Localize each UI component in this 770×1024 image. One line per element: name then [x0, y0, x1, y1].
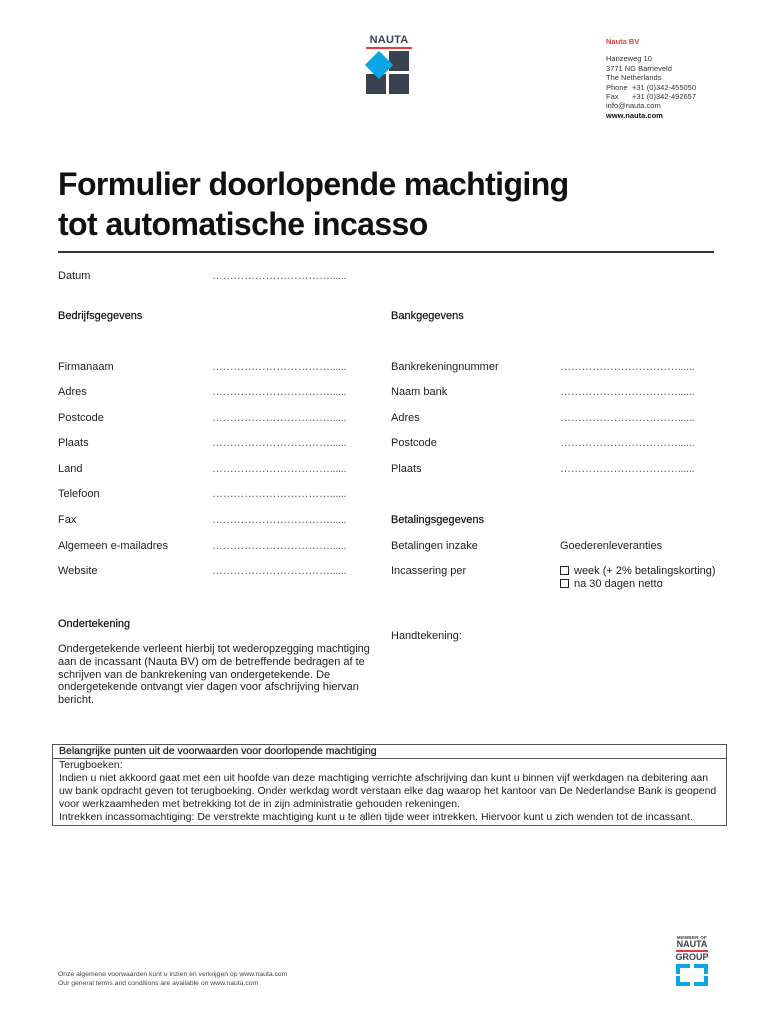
collection-label: Incassering per — [391, 565, 467, 577]
signature-label: Handtekening: — [391, 630, 462, 642]
bank-postcode-label: Postcode — [391, 437, 437, 449]
company-postcode-field[interactable]: ……………………………...... — [212, 412, 347, 424]
company-phone-field[interactable]: ……………………………...... — [212, 488, 347, 500]
logo-red-bar — [366, 47, 412, 49]
page-title: Formulier doorlopende machtiging tot automatische incasso — [58, 166, 569, 242]
payments-value: Goederenleveranties — [560, 540, 663, 552]
company-website[interactable]: www.nauta.com — [606, 110, 663, 120]
bank-postcode-field[interactable]: ……………………………...... — [560, 437, 695, 449]
company-address-field[interactable]: ……………………………...... — [212, 386, 347, 398]
company-phone: Phone +31 (0)342-455050 — [606, 82, 697, 92]
company-email[interactable]: info@nauta.com — [606, 101, 661, 111]
company-phone-label: Telefoon — [58, 488, 100, 500]
terms-refund-text: Indien u niet akkoord gaat met een uit hoofde van deze machtiging verrichte afschrijving dan kunt u binnen vijf werkdagen na debitering aan uw bank opdracht geven tot terugboeking. Onder werkdag wordt verstaan elke dag waarop het kantoor van De Nederlandse Bank is geopend voor werkzaamheden met betrekking tot de in zijn administratie gehouden rekeningen. — [59, 772, 717, 810]
bank-section-heading: Bankgegevens — [391, 310, 464, 322]
checkbox-30-days[interactable] — [560, 579, 569, 588]
company-city-label: Plaats — [58, 437, 89, 449]
bank-name-label: Naam bank — [391, 386, 448, 398]
group-squares-icon — [676, 964, 708, 986]
signature-statement: Ondergetekende verleent hierbij tot wederopzegging machtiging aan de incassant (Nauta BV) om de betreffende bedragen af te schrijven van de bankrekening van ondergetekende. De ondergetekende ontvangt vier dagen voor afschrijving hiervan bericht. — [58, 643, 370, 707]
logo-wordmark: NAUTA — [369, 34, 409, 46]
company-address-label: Adres — [58, 386, 87, 398]
member-of-nauta-group-logo: MEMBER OF NAUTA GROUP — [674, 935, 710, 986]
company-email-label: Algemeen e-mailadres — [58, 540, 169, 552]
bank-city-field[interactable]: ……………………………...... — [560, 463, 695, 475]
company-country-label: Land — [58, 463, 83, 475]
company-section-heading: Bedrijfsgegevens — [58, 310, 143, 322]
company-country: The Netherlands — [606, 73, 662, 83]
company-website-field[interactable]: ……………………………...... — [212, 565, 347, 577]
nauta-logo — [366, 34, 412, 95]
company-city: 3771 NG Barneveld — [606, 63, 672, 73]
company-city-field[interactable]: ……………………………...... — [212, 437, 347, 449]
company-fax: Fax +31 (0)342-492657 — [606, 92, 697, 102]
date-field[interactable]: ……………………………...... — [212, 270, 347, 282]
bank-name-field[interactable]: ……………………………...... — [560, 386, 695, 398]
terms-body — [53, 759, 726, 825]
bank-address-field[interactable]: ……………………………...... — [560, 412, 695, 424]
company-country-field[interactable]: ……………………………...... — [212, 463, 347, 475]
title-divider — [58, 251, 714, 253]
terms-heading: Belangrijke punten uit de voorwaarden voor doorlopende machtiging — [53, 745, 726, 759]
terms-box — [52, 744, 727, 826]
payment-section-heading: Betalingsgegevens — [391, 514, 484, 526]
company-email-field[interactable]: ……………………………...... — [212, 540, 347, 552]
company-street: Hanzeweg 10 — [606, 54, 652, 64]
company-name: Nauta BV — [606, 37, 640, 46]
bank-city-label: Plaats — [391, 463, 422, 475]
payments-label: Betalingen inzake — [391, 540, 478, 552]
company-address — [606, 37, 696, 120]
signature-section-heading: Ondertekening — [58, 618, 131, 630]
bank-address-label: Adres — [391, 412, 420, 424]
terms-refund-label: Terugboeken: — [59, 759, 123, 771]
company-website-label: Website — [58, 565, 98, 577]
terms-revoke-text: Intrekken incassomachtiging: De verstrekte machtiging kunt u te allen tijde weer intrekken. Hiervoor kunt u zich wenden tot de incassant. — [59, 811, 693, 823]
option-30-days[interactable]: na 30 dagen netto — [560, 578, 663, 590]
footer-terms-note: Onze algemene voorwaarden kunt u inzien en verkrijgen op www.nauta.com Our general terms and conditions are available on www.nauta.com — [58, 971, 288, 987]
company-fax-field[interactable]: ……………………………...... — [212, 514, 347, 526]
checkbox-weekly[interactable] — [560, 566, 569, 575]
option-weekly[interactable]: week (+ 2% betalingskorting) — [560, 565, 716, 577]
logo-squares-icon — [366, 51, 410, 95]
company-name-field[interactable]: ……………………………...... — [212, 361, 347, 373]
company-postcode-label: Postcode — [58, 412, 104, 424]
bank-account-label: Bankrekeningnummer — [391, 361, 499, 373]
company-fax-label: Fax — [58, 514, 77, 526]
date-label: Datum — [58, 270, 91, 282]
bank-account-field[interactable]: ……………………………...... — [560, 361, 695, 373]
company-name-label: Firmanaam — [58, 361, 114, 373]
